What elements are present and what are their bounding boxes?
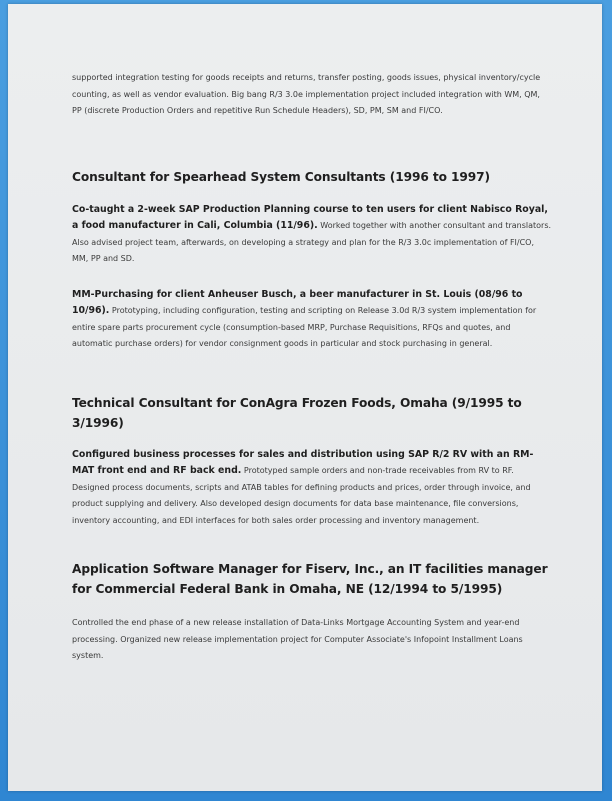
spacer	[72, 599, 552, 615]
entry-lead: Co-taught a 2-week SAP Production Planning course to ten users for client Nabisco Royal, a food manufacturer in Cali, Columbia (11/96).	[72, 203, 548, 231]
section-heading-fiserv: Application Software Manager for Fiserv, Inc., an IT facilities manager for Commercial Federal Bank in Omaha, NE (12/1994 to 5/1995)	[72, 562, 548, 596]
entry-conagra	[72, 447, 552, 530]
entry-lead: Configured business processes for sales and distribution using SAP R/2 RV with an RM-MAT front end and RF back end.	[72, 448, 534, 476]
document-content	[72, 70, 552, 665]
spacer	[72, 529, 552, 559]
section-heading-conagra: Technical Consultant for ConAgra Frozen Foods, Omaha (9/1995 to 3/1996)	[72, 395, 522, 430]
entry-nabisco	[72, 202, 552, 268]
spacer	[72, 353, 552, 393]
document-page	[8, 4, 602, 791]
spacer	[72, 433, 552, 447]
entry-text: Worked together with another consultant and translators. Also advised project team, afterwards, on developing a strategy and plan for the R/3 3.0c implementation of FI/CO, MM, PP and SD.	[72, 221, 552, 263]
entry-text: Prototyped sample orders and non-trade receivables from RV to RF. Designed process documents, scripts and ATAB tables for defining products and prices, order through invoice, and product supplying and delivery. Also developed design documents for data base maintenance, file conversions, inventory accounting, and EDI interfaces for both sales order processing and inventory management.	[72, 466, 531, 525]
intro-paragraph: supported integration testing for goods receipts and returns, transfer posting, goods issues, physical inventory/cycle counting, as well as vendor evaluation. Big bang R/3 3.0e implementation project included integration with WM, QM, PP (discrete Production Orders and repetitive Run Schedule Headers), SD, PM, SM and FI/CO.	[72, 73, 541, 115]
spacer	[72, 120, 552, 167]
spacer	[72, 268, 552, 287]
entry-fiserv	[72, 615, 552, 665]
section-heading-spearhead: Consultant for Spearhead System Consultants (1996 to 1997)	[72, 169, 490, 184]
entry-lead: MM-Purchasing for client Anheuser Busch, a beer manufacturer in St. Louis (08/96 to 10/96).	[72, 288, 523, 316]
entry-text: Controlled the end phase of a new release installation of Data-Links Mortgage Accounting System and year-end processing. Organized new release implementation project for Computer Associate's Infopoint Installment Loans system.	[72, 618, 523, 660]
spacer	[72, 187, 552, 202]
entry-anheuser	[72, 287, 552, 353]
entry-text: Prototyping, including configuration, testing and scripting on Release 3.0d R/3 system implementation for entire spare parts procurement cycle (consumption-based MRP, Purchase Requisitions, RFQs and quotes, and automatic purchase orders) for vendor consignment goods in particular and stock purchasing in general.	[72, 306, 537, 348]
